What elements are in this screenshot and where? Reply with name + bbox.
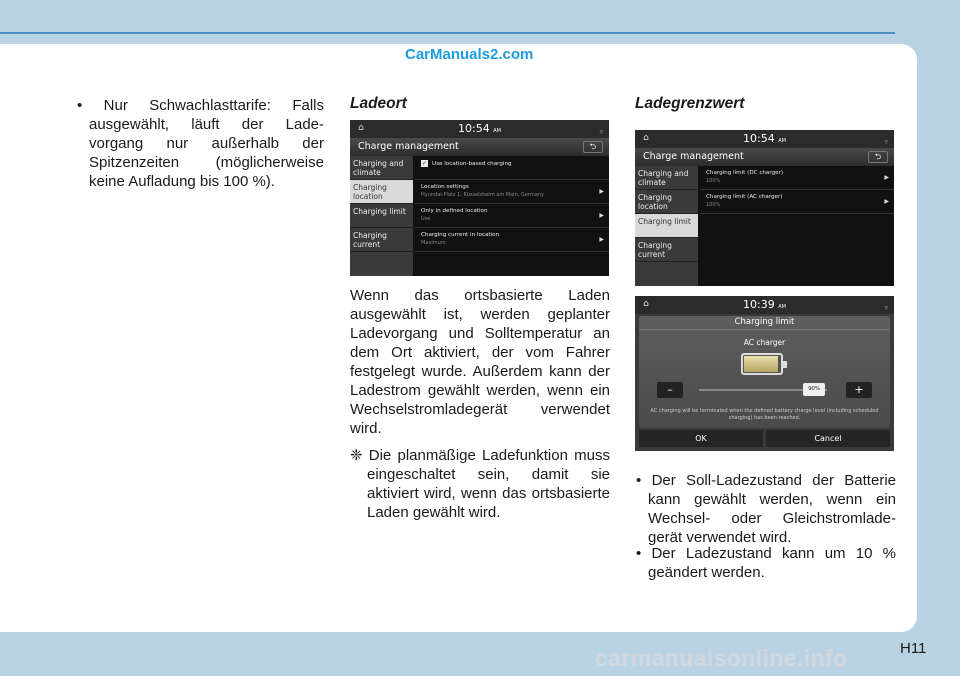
row-location-settings[interactable] [415,180,609,204]
col1-bullet: • Nur Schwachlasttarife: Falls ausgewählt, läuft der Lade-vorgang nur außerhalb der Spitzenzeiten (möglicherweise keine Aufladung bis 100 %). [77,97,324,190]
home-icon[interactable]: ⌂ [358,123,364,133]
menu-charging-location[interactable]: Charging location [635,190,698,214]
clock-ampm: AM [778,138,786,144]
back-button[interactable]: ⮌ [868,151,888,163]
col2-paragraph: Wenn das ortsbasierte Laden ausgewählt ist, werden geplanter Ladevorgang und Solltemperatur an dem Ort aktiviert, der vom Fahrer festgelegt wurde. Außerdem kann der Ladestrom gewählt werden, wenn ein Wechselstromladegerät verwendet wird. [350,287,610,437]
limit-slider[interactable] [699,386,827,392]
clock: 10:54 [743,132,775,145]
row-charging-current[interactable] [415,228,609,252]
checkbox-icon[interactable]: ✓ [421,160,428,167]
ladegrenzwert-heading: Ladegrenzwert [635,95,745,112]
arrow-icon: ▶ [599,236,604,243]
footer-watermark: carmanualsonline.info [595,645,848,671]
header-title: Charge management [358,141,459,152]
back-button[interactable]: ⮌ [583,141,603,153]
status-bar [350,120,609,138]
menu-charging-current[interactable]: Charging current [350,228,413,252]
row-title: Charging limit (DC charger) [706,170,784,176]
clock: 10:54 [458,122,490,135]
menu-charging-location[interactable]: Charging location [350,180,413,204]
row-sub: Use [421,216,431,222]
header-title: Charge management [643,151,744,162]
row-title: Charging limit (AC charger) [706,194,783,200]
menu-charging-limit[interactable]: Charging limit [350,204,413,228]
row-ac-limit[interactable] [700,190,894,214]
arrow-icon: ▶ [599,188,604,195]
row-dc-limit[interactable] [700,166,894,190]
battery-icon [741,353,783,375]
col3-bullet-1: • Der Soll-Ladezustand der Batterie kann gewählt werden, wenn ein Wechsel- oder Gleichstromlade-gerät verwendet wird. [636,472,896,546]
row-title: Use location-based charging [432,161,512,167]
arrow-icon: ▶ [599,212,604,219]
screen-header [635,148,894,166]
slider-value[interactable]: 90% [803,383,825,396]
watermark: CarManuals2.com [405,46,534,63]
clock: 10:39 [743,298,775,311]
ok-button[interactable]: OK [639,430,763,447]
menu-charging-limit[interactable]: Charging limit [635,214,698,238]
status-bar [635,296,894,314]
screen-header [350,138,609,156]
clock-ampm: AM [778,304,786,310]
dialog-title: Charging limit [639,316,890,330]
arrow-icon: ▶ [884,174,889,181]
ladeort-heading: Ladeort [350,95,407,112]
arrow-icon: ▶ [884,198,889,205]
row-title: Location settings [421,184,469,190]
signal-icon: ▿ [884,304,888,312]
row-sub: Maximum [421,240,446,246]
home-icon[interactable]: ⌂ [643,299,649,309]
menu-charging-current[interactable]: Charging current [635,238,698,262]
page-number: H11 [900,640,927,657]
screen-charging-location [350,120,609,276]
screen-charging-limit-menu [635,130,894,286]
row-title: Charging current in location [421,232,500,238]
signal-icon: ▿ [884,138,888,146]
menu-charging-climate[interactable]: Charging and climate [635,166,698,190]
battery-terminal [783,361,787,368]
decrease-button[interactable]: – [657,382,683,398]
charger-label: AC charger [743,338,786,347]
increase-button[interactable]: + [846,382,872,398]
row-sub: 100% [706,202,721,208]
col3-bullet-2: • Der Ladezustand kann um 10 % geändert werden. [636,545,896,581]
clock-ampm: AM [493,128,501,134]
row-title: Only in defined location [421,208,488,214]
col2-note: ❈ Die planmäßige Ladefunktion muss eingeschaltet sein, damit sie aktiviert wird, wenn das ortsbasierte Laden gewählt wird. [350,447,610,521]
row-sub: 100% [706,178,721,184]
dialog-message: AC charging will be terminated when the defined battery charge level (including scheduled charging) has been reached. [650,408,879,421]
row-only-defined[interactable] [415,204,609,228]
screen-charging-limit-dialog [635,296,894,451]
menu-charging-climate[interactable]: Charging and climate [350,156,413,180]
dialog-panel [639,316,890,428]
status-bar [635,130,894,148]
side-menu [635,166,698,286]
top-rule [0,32,895,34]
side-menu [350,156,413,276]
row-use-location-based[interactable] [415,156,609,180]
signal-icon: ▿ [599,128,603,136]
row-sub: Hyundai-Platz 1, Rüsselsheim am Main, Germany [421,192,544,198]
cancel-button[interactable]: Cancel [766,430,890,447]
home-icon[interactable]: ⌂ [643,133,649,143]
battery-fill [744,356,778,372]
